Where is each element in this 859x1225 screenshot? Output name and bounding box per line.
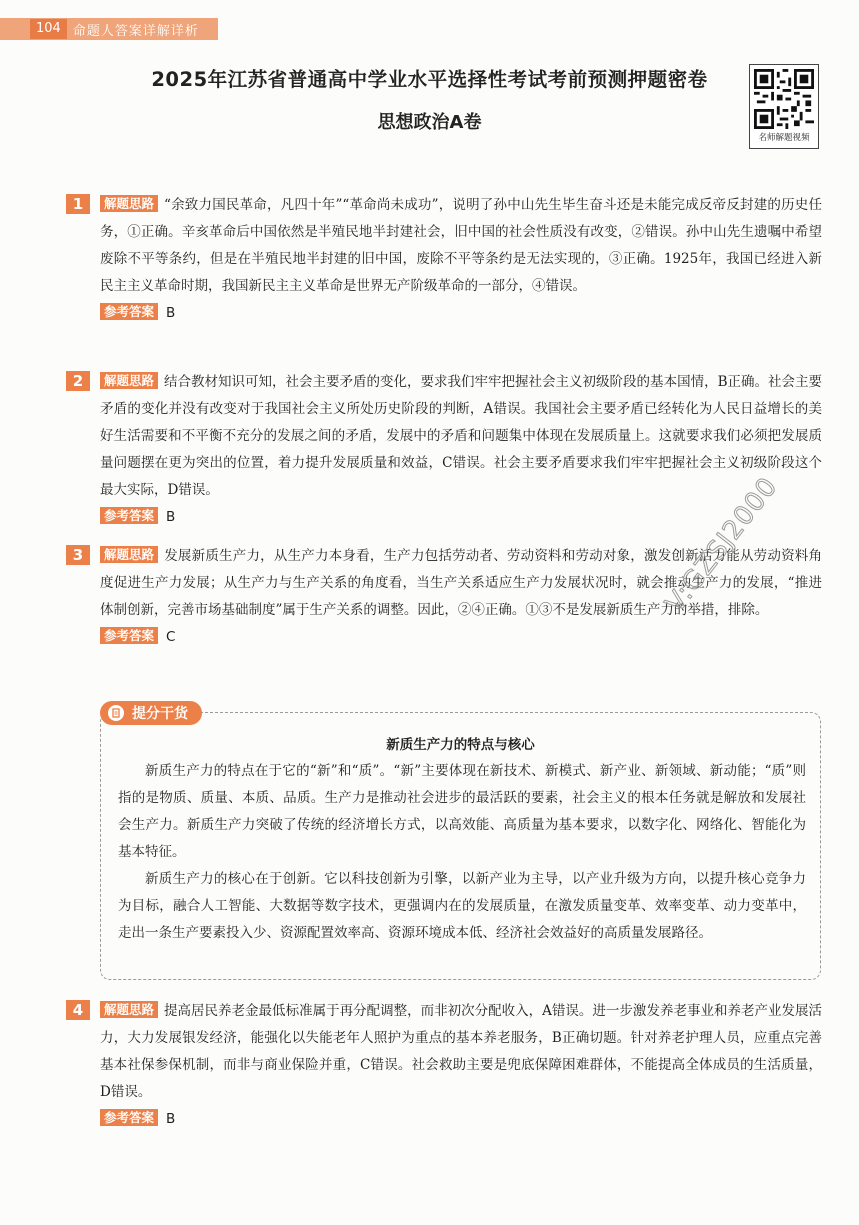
tip-tab-label: 提分干货 [132,706,188,722]
analysis-tag: 解题思路 [100,195,158,212]
analysis-text: “余致力国民革命，凡四十年”“革命尚未成功”，说明了孙中山先生毕生奋斗还是未能完成反帝反封建的历史任务，①正确。辛亥革命后中国依然是半殖民地半封建社会，旧中国的社会性质没有改变，②错误。孙中山先生遗嘱中希望废除不平等条约，但是在半殖民地半封建的旧中国，废除不平等条约是无法实现的，③正确。1925年，我国已经进入新民主主义革命时期，我国新民主主义革命是世界无产阶级革命的一部分，④错误。 [100,197,822,294]
question-1 [66,192,822,324]
question-analysis [100,192,822,300]
answer-tag: 参考答案 [100,1109,158,1126]
answer-value: B [166,509,176,525]
page-subtitle: 思想政治A卷 [377,112,482,133]
question-2 [66,369,822,528]
question-analysis [100,369,822,504]
analysis-text: 发展新质生产力，从生产力本身看，生产力包括劳动者、劳动资料和劳动对象，激发创新活力能从劳动资料角度促进生产力发展；从生产力与生产关系的角度看，当生产关系适应生产力发展状况时，就会推动生产力的发展，“推进体制创新，完善市场基础制度”属于生产关系的调整。因此，②④正确。①③不是发展新质生产力的举措，排除。 [100,548,822,618]
qr-code[interactable] [749,64,819,149]
header-band [0,18,218,40]
qr-code-icon [754,68,814,130]
book-title: 命题人答案详解详析 [72,23,199,39]
question-analysis [100,998,822,1106]
answer-tag: 参考答案 [100,303,158,320]
question-number: 4 [66,1000,90,1020]
answer-row [100,302,822,324]
answer-row [100,626,822,648]
question-number: 1 [66,194,90,214]
document-icon [108,705,124,721]
analysis-tag: 解题思路 [100,372,158,389]
question-number: 2 [66,371,90,391]
page-title: 2025年江苏省普通高中学业水平选择性考试考前预测押题密卷 [151,68,708,91]
qr-label: 名师解题视频 [758,133,810,143]
watermark: V:GZSJ2000 [660,471,784,619]
answer-row [100,1108,822,1130]
analysis-tag: 解题思路 [100,546,158,563]
analysis-text: 结合教材知识可知，社会主要矛盾的变化，要求我们牢牢把握社会主义初级阶段的基本国情，B正确。社会主要矛盾的变化并没有改变对于我国社会主义所处历史阶段的判断，A错误。我国社会主要矛盾已经转化为人民日益增长的美好生活需要和不平衡不充分的发展之间的矛盾，发展中的矛盾和问题集中体现在发展质量上。这就要求我们必须把发展质量问题摆在更为突出的位置，着力提升发展质量和效益，C错误。社会主要矛盾要求我们牢牢把握社会主义初级阶段这个最大实际，D错误。 [100,374,822,498]
answer-value: C [166,629,176,645]
page-number: 104 [30,19,67,39]
analysis-tag: 解题思路 [100,1001,158,1018]
answer-tag: 参考答案 [100,507,158,524]
answer-value: B [166,305,176,321]
tip-tab [100,700,240,726]
answer-value: B [166,1111,176,1127]
question-number: 3 [66,545,90,565]
answer-tag: 参考答案 [100,627,158,644]
analysis-text: 提高居民养老金最低标准属于再分配调整，而非初次分配收入，A错误。进一步激发养老事业和养老产业发展活力，大力发展银发经济，能强化以失能老年人照护为重点的基本养老服务，B正确切题。针对养老护理人员，应重点完善基本社保参保机制，而非与商业保险并重，C错误。社会救助主要是兜底保障困难群体，不能提高全体成员的生活质量，D错误。 [100,1003,822,1100]
tip-title: 新质生产力的特点与核心 [386,737,535,753]
tip-paragraph: 新质生产力的核心在于创新。它以科技创新为引擎，以新产业为主导，以产业升级为方向，以提升核心竞争力为目标，融合人工智能、大数据等数字技术，更强调内在的发展质量，在激发质量变革、效率变革、动力变革中，走出一条生产要素投入少、资源配置效率高、资源环境成本低、经济社会效益好的高质量发展路径。 [118,871,806,941]
tip-paragraph: 新质生产力的特点在于它的“新”和“质”。“新”主要体现在新技术、新模式、新产业、新领域、新动能；“质”则指的是物质、质量、本质、品质。生产力是推动社会进步的最活跃的要素，社会主义的根本任务就是解放和发展社会生产力。新质生产力突破了传统的经济增长方式，以高效能、高质量为基本要求，以数字化、网络化、智能化为基本特征。 [118,763,806,860]
tip-body [118,758,806,947]
answer-row [100,506,822,528]
question-4 [66,998,822,1130]
